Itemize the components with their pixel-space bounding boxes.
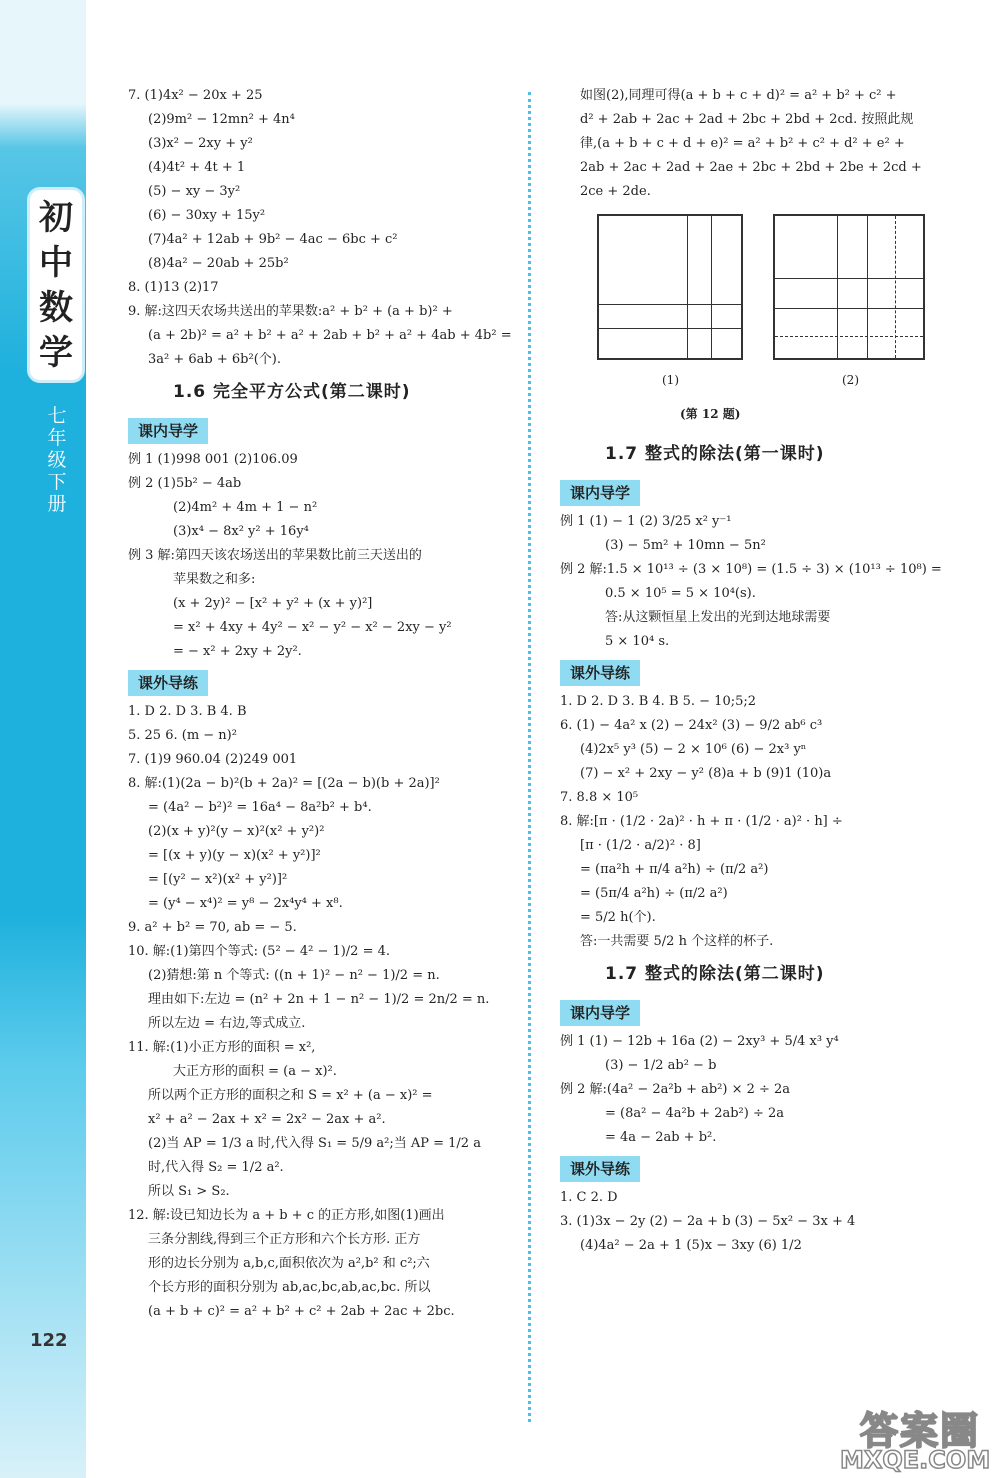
answer-line <box>128 664 508 700</box>
answer-line: = x² + 4xy + 4y² − x² − y² − x² − 2xy − y² <box>173 620 452 635</box>
right-answers <box>560 442 940 1258</box>
answer-line: 6. (1) − 4a² x (2) − 24x² (3) − 9/2 ab⁶ c³ <box>560 718 823 733</box>
watermark-logo <box>820 1398 1000 1478</box>
answer-line: 1. C 2. D <box>560 1190 618 1205</box>
answer-line: [π · (1/2 · a/2)² · 8] <box>580 838 701 853</box>
section-tag: 课内导学 <box>128 418 208 444</box>
answer-line: 5 × 10⁴ s. <box>605 634 670 649</box>
answer-line: 7. (1)9 960.04 (2)249 001 <box>128 752 298 767</box>
right-top-text <box>560 84 940 204</box>
answer-line: 10. 解:(1)第四个等式: (5² − 4² − 1)/2 = 4. <box>128 944 391 959</box>
answer-line: (7) − x² + 2xy − y² (8)a + b (9)1 (10)a <box>580 766 832 781</box>
answer-line: 例 2 解:(4a² − 2a²b + ab²) × 2 ÷ 2a <box>560 1082 791 1097</box>
figure-2-caption: (2) <box>842 373 859 387</box>
answer-line: (8)4a² − 20ab + 25b² <box>148 256 289 271</box>
answer-line: 三条分割线,得到三个正方形和六个长方形. 正方 <box>148 1232 421 1247</box>
answer-line: 答:一共需要 5/2 h 个这样的杯子. <box>580 934 774 949</box>
figures <box>560 204 940 434</box>
answer-line: (2)(x + y)²(y − x)²(x² + y²)² <box>148 824 325 839</box>
answer-line: 所以两个正方形的面积之和 S = x² + (a − x)² = <box>148 1088 433 1103</box>
answer-line: 形的边长分别为 a,b,c,面积依次为 a²,b² 和 c²;六 <box>148 1256 430 1271</box>
answer-line: 例 2 解:1.5 × 10¹³ ÷ (3 × 10⁸) = (1.5 ÷ 3) × (10¹³ ÷ 10⁸) = <box>560 562 942 577</box>
answer-line: (2)9m² − 12mn² + 4n⁴ <box>148 112 295 127</box>
answer-line <box>560 1150 940 1186</box>
section-heading: 1.7 整式的除法(第一课时) <box>605 444 825 464</box>
answer-line: (4)2x⁵ y³ (5) − 2 × 10⁶ (6) − 2x³ yⁿ <box>580 742 807 757</box>
section-tag: 课内导学 <box>560 480 640 506</box>
column-divider <box>528 92 531 1422</box>
answer-line: 2ce + 2de. <box>580 184 651 199</box>
section-heading: 1.7 整式的除法(第二课时) <box>605 964 825 984</box>
answer-line: (a + b + c)² = a² + b² + c² + 2ab + 2ac + 2bc. <box>148 1304 455 1319</box>
page-number: 122 <box>30 1330 68 1351</box>
answer-line: 11. 解:(1)小正方形的面积 = x², <box>128 1040 316 1055</box>
answer-line: 例 1 (1) − 12b + 16a (2) − 2xy³ + 5/4 x³ y⁴ <box>560 1034 839 1049</box>
answer-line: (3)x⁴ − 8x² y² + 16y⁴ <box>173 524 309 539</box>
answer-line: = 4a − 2ab + b². <box>605 1130 717 1145</box>
answer-line: = − x² + 2xy + 2y². <box>173 644 302 659</box>
answer-line: 7. 8.8 × 10⁵ <box>560 790 639 805</box>
answer-line: 例 2 (1)5b² − 4ab <box>128 476 242 491</box>
answer-line: = (y⁴ − x⁴)² = y⁸ − 2x⁴y⁴ + x⁸. <box>148 896 343 911</box>
answer-line: 苹果数之和多: <box>173 572 256 587</box>
left-column <box>128 84 512 1324</box>
answer-line: 5. 25 6. (m − n)² <box>128 728 237 743</box>
watermark-url: MXQE.COM <box>840 1446 991 1474</box>
answer-line: 8. 解:(1)(2a − b)²(b + 2a)² = [(2a − b)(b + 2a)]² <box>128 776 440 791</box>
figure-note: (第 12 题) <box>680 407 741 421</box>
answer-line: 如图(2),同理可得(a + b + c + d)² = a² + b² + c² + <box>580 88 897 103</box>
answer-line: (2)当 AP = 1/3 a 时,代入得 S₁ = 5/9 a²;当 AP = 1/2 a <box>148 1136 481 1151</box>
answer-line <box>560 994 940 1030</box>
answer-line <box>560 474 940 510</box>
grade-label: 七年级下册 <box>47 405 67 515</box>
answer-line: (3) − 1/2 ab² − b <box>605 1058 717 1073</box>
answer-line: (2)猜想:第 n 个等式: ((n + 1)² − n² − 1)/2 = n. <box>148 968 440 983</box>
answer-line: 9. a² + b² = 70, ab = − 5. <box>128 920 297 935</box>
answer-line: 0.5 × 10⁵ = 5 × 10⁴(s). <box>605 586 756 601</box>
answer-line: 理由如下:左边 = (n² + 2n + 1 − n² − 1)/2 = 2n/2 = n. <box>148 992 490 1007</box>
answer-line: = (5π/4 a²h) ÷ (π/2 a²) <box>580 886 728 901</box>
answer-line: 9. 解:这四天农场共送出的苹果数:a² + b² + (a + b)² + <box>128 304 453 319</box>
answer-line: = [(x + y)(y − x)(x² + y²)]² <box>148 848 321 863</box>
figure-2 <box>773 214 925 360</box>
answer-line: 2ab + 2ac + 2ad + 2ae + 2bc + 2bd + 2be + 2cd + <box>580 160 922 175</box>
book-title: 初中数学 <box>39 198 73 373</box>
answer-line: 所以左边 = 右边,等式成立. <box>148 1016 306 1031</box>
answer-line: (a + 2b)² = a² + b² + a² + 2ab + b² + a² + 4ab + 4b² = <box>148 328 512 343</box>
answer-line: (4)4t² + 4t + 1 <box>148 160 246 175</box>
answer-line: 7. (1)4x² − 20x + 25 <box>128 88 263 103</box>
answer-line: 律,(a + b + c + d + e)² = a² + b² + c² + d² + e² + <box>580 136 905 151</box>
book-title-box <box>30 190 82 380</box>
answer-line: (5) − xy − 3y² <box>148 184 241 199</box>
answer-line: (x + 2y)² − [x² + y² + (x + y)²] <box>173 596 373 611</box>
answer-line: (3) − 5m² + 10mn − 5n² <box>605 538 766 553</box>
answer-line: = (πa²h + π/4 a²h) ÷ (π/2 a²) <box>580 862 769 877</box>
figure-1 <box>597 214 743 360</box>
answer-line: (6) − 30xy + 15y² <box>148 208 266 223</box>
answer-line: = (4a² − b²)² = 16a⁴ − 8a²b² + b⁴. <box>148 800 372 815</box>
answer-line: 答:从这颗恒星上发出的光到达地球需要 <box>605 610 831 625</box>
answer-line: 3a² + 6ab + 6b²(个). <box>148 352 281 367</box>
answer-line: 3. (1)3x − 2y (2) − 2a + b (3) − 5x² − 3x + 4 <box>560 1214 856 1229</box>
section-tag: 课外导练 <box>128 670 208 696</box>
section-tag: 课内导学 <box>560 1000 640 1026</box>
answer-line: 例 1 (1) − 1 (2) 3/25 x² y⁻¹ <box>560 514 732 529</box>
answer-line: 个长方形的面积分别为 ab,ac,bc,ab,ac,bc. 所以 <box>148 1280 431 1295</box>
answer-line: 例 3 解:第四天该农场送出的苹果数比前三天送出的 <box>128 548 422 563</box>
answer-line <box>560 654 940 690</box>
section-heading: 1.6 完全平方公式(第二课时) <box>173 382 411 402</box>
watermark-text: 答案圈 <box>860 1409 981 1453</box>
answer-line: (2)4m² + 4m + 1 − n² <box>173 500 318 515</box>
answer-line: (4)4a² − 2a + 1 (5)x − 3xy (6) 1/2 <box>580 1238 802 1253</box>
answer-line: (7)4a² + 12ab + 9b² − 4ac − 6bc + c² <box>148 232 398 247</box>
answer-line: 8. 解:[π · (1/2 · 2a)² · h + π · (1/2 · a)² · h] ÷ <box>560 814 843 829</box>
answer-line: 例 1 (1)998 001 (2)106.09 <box>128 452 298 467</box>
answer-line: 8. (1)13 (2)17 <box>128 280 219 295</box>
answer-line: 大正方形的面积 = (a − x)². <box>173 1064 337 1079</box>
figure-1-caption: (1) <box>662 373 679 387</box>
answer-line: 时,代入得 S₂ = 1/2 a². <box>148 1160 284 1175</box>
answer-line: d² + 2ab + 2ac + 2ad + 2bc + 2bd + 2cd. 按照此规 <box>580 112 914 127</box>
answer-line: 所以 S₁ > S₂. <box>148 1184 230 1199</box>
answer-line: 1. D 2. D 3. B 4. B 5. − 10;5;2 <box>560 694 757 709</box>
answer-line: x² + a² − 2ax + x² = 2x² − 2ax + a². <box>148 1112 386 1127</box>
answer-line: 1. D 2. D 3. B 4. B <box>128 704 247 719</box>
answer-line <box>128 412 508 448</box>
answer-line: = (8a² − 4a²b + 2ab²) ÷ 2a <box>605 1106 785 1121</box>
answer-line: 12. 解:设已知边长为 a + b + c 的正方形,如图(1)画出 <box>128 1208 445 1223</box>
right-column <box>560 84 940 1258</box>
answer-line: (3)x² − 2xy + y² <box>148 136 253 151</box>
answer-line: = 5/2 h(个). <box>580 910 656 925</box>
section-tag: 课外导练 <box>560 660 640 686</box>
sidebar <box>0 0 92 1478</box>
section-tag: 课外导练 <box>560 1156 640 1182</box>
answer-line: = [(y² − x²)(x² + y²)]² <box>148 872 288 887</box>
